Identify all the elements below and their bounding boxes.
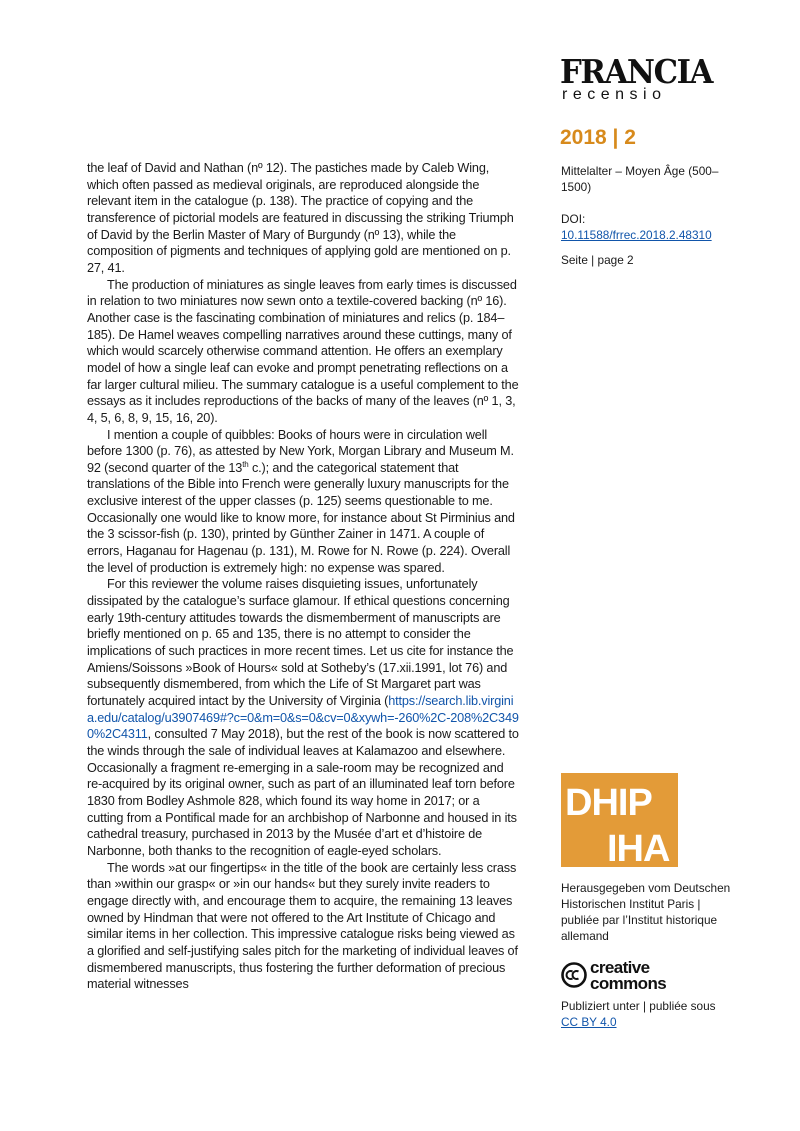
cc-logo-commons: commons <box>590 974 667 992</box>
section-label: Mittelalter – Moyen Âge (500–1500) <box>561 164 719 194</box>
dhip-logo-text-top: DHIP <box>565 782 652 824</box>
doi-block <box>561 211 731 243</box>
body-paragraph-1: the leaf of David and Nathan (nº 12). The pastiches made by Caleb Wing, which often passed as medieval originals, are reproduced alongside the relevant item in the catalogue (p. 138). The practice of copying and the transference of pictorial models are featured in discussing the striking Triumph of David by the Berlin Master of Mary of Burgundy (nº 13), while the composition of pigments and techniques of applying gold are mentioned on p. 27, 41. <box>87 161 514 275</box>
license-link[interactable]: CC BY 4.0 <box>561 1015 617 1029</box>
cc-logo-creative: creative <box>590 958 650 977</box>
paragraph-3-text-b: c.); and the categorical statement that translations of the Bible into French were generally luxury manuscripts for the exclusive interest of the upper classes (p. 125) seems questionable to me. Occasionally one would like to know more, for instance about St Pirminius and the 3 scissor-fish (p. 130), printed by Günther Zainer in 1471. A couple of errors, Haganau for Hagenau (p. 131), M. Rowe for N. Rowe (p. 224). Overall the level of production is extremely high: no expense was spared. <box>87 460 515 575</box>
dhip-logo-text-bottom: IHA <box>607 828 670 867</box>
body-paragraph-2: The production of miniatures as single leaves from early times is discussed in relation to two miniatures now sewn onto a textile-covered backing (nº 16). Another case is the fascinating combination of miniatures and relics (p. 184–185). De Hamel weaves compelling narratives around these cuttings, many of which would scarcely otherwise command attention. He offers an exemplary model of how a single leaf can evoke and prompt penetrating reflections on a far larger cultural milieu. The summary catalogue is a useful complement to the essays as it includes reproductions of the backs of many of the leaves (nº 1, 3, 4, 5, 6, 8, 9, 15, 16, 20). <box>87 277 519 425</box>
issue-number: 2018 | 2 <box>560 126 636 149</box>
body-paragraph-4 <box>87 576 519 859</box>
paragraph-4-text-b: , consulted 7 May 2018), but the rest of the book is now scattered to the winds through the sale of individual leaves at Kalamazoo and elsewhere. Occasionally a fragment re-emerging in a sale-room may be recognized and re-acquired by its original owner, such as part of an illuminated leaf torn before 1830 from Bodley Ashmole 828, which found its way home in 2017; or a cutting from a Pontifical made for an archbishop of Narbonne and housed in its cathedral treasury, purchased in 2013 by the Musée d’art et d’histoire de Narbonne, both thanks to the recognition of eagle-eyed scholars. <box>87 727 519 858</box>
doi-link[interactable]: 10.11588/frrec.2018.2.48310 <box>561 228 712 242</box>
body-paragraph-5: The words »at our fingertips« in the title of the book are certainly less crass than »within our grasp« or »in our hands« but they surely invite readers to engage directly with, and encourage them to acquire, the remaining 13 leaves owned by Hindman that were not offered to the Art Institute of Chicago and similar items in her collection. This impressive catalogue risks being viewed as a glorified and self-justifying sales pitch for the marketing of individual leaves of dismembered manuscripts, thus fostering the further deformation of precious material witnesses <box>87 860 518 992</box>
license-text: Publiziert unter | publiée sous <box>561 999 716 1013</box>
creative-commons-logo <box>561 958 691 992</box>
doi-label: DOI: <box>561 212 586 226</box>
superscript-th: th <box>242 459 249 469</box>
body-paragraph-3 <box>87 427 519 577</box>
logo-recensio: recensio <box>562 86 667 103</box>
dhip-iha-logo <box>561 773 678 867</box>
review-body <box>87 160 519 993</box>
cc-letter-c2 <box>573 971 579 979</box>
paragraph-4-text-a: For this reviewer the volume raises disquieting issues, unfortunately dissipated by the catalogue’s surface glamour. If ethical questions concerning early 19th-century attitudes towards the dismemberment of manuscripts are briefly mentioned on p. 65 and 135, there is no attempt to consider the implications of such practices in more recent times. Let us cite for instance the Amiens/Soissons »Book of Hours« sold at Sotheby’s (17.xii.1991, lot 76) and subsequently dismembered, from which the Life of St Margaret part was fortunately acquired intact by the University of Virginia ( <box>87 577 514 708</box>
page-label: Seite | page 2 <box>561 253 634 267</box>
logo-francia: FRANCIA <box>560 52 712 91</box>
paragraph-3-text-a: I mention a couple of quibbles: Books of hours were in circulation well before 1300 (p. 76), as attested by New York, Morgan Library and Museum M. 92 (second quarter of the 13 <box>87 427 514 475</box>
license-block <box>561 998 731 1030</box>
publisher-text: Herausgegeben vom Deutschen Historischen Institut Paris | publiée par l’Institut historique allemand <box>561 881 731 943</box>
virginia-catalog-link[interactable]: https://search.lib.virginia.edu/catalog/u3907469#?c=0&m=0&s=0&cv=0&xywh=-260%2C-208%2C3490%2C4311 <box>87 694 519 742</box>
francia-recensio-logo <box>560 52 720 103</box>
